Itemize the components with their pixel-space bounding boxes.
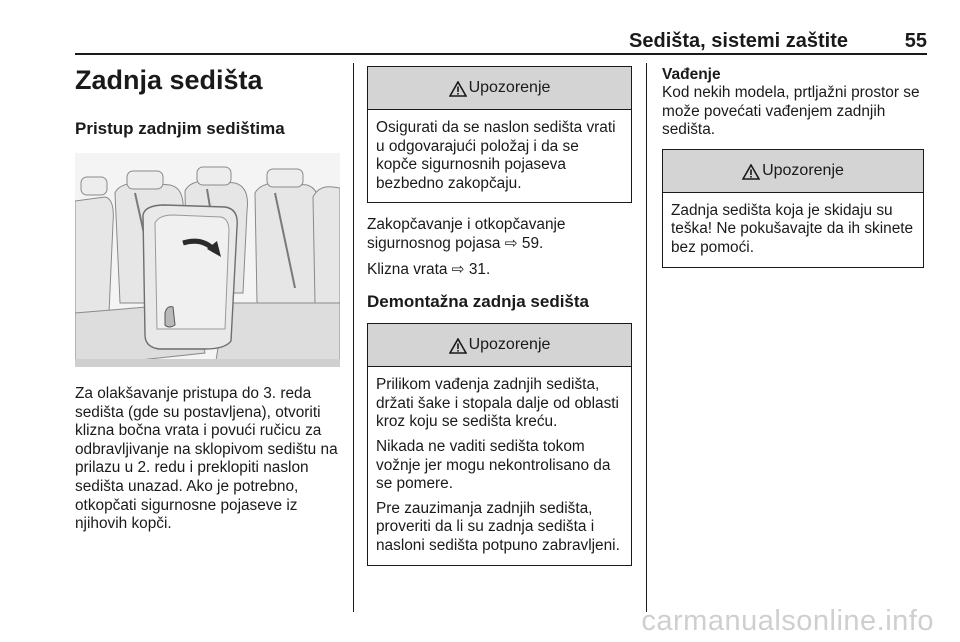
- warning-box-2: [367, 323, 632, 565]
- warning-triangle-icon: [449, 81, 467, 97]
- warning-text-2a: Prilikom vađenja zadnjih sedišta, držati šake i stopala dalje od oblasti kroz koju se sedišta kreću.: [376, 376, 619, 431]
- warning-title-2: Upozorenje: [468, 336, 551, 354]
- seatbelt-reference: Zakopčavanje i otkopčavanje sigurnosnog pojasa ⇨ 59.: [367, 216, 566, 252]
- warning-text-2c: Pre zauzimanja zadnjih sedišta, proveriti da li su zadnja sedišta i nasloni sedišta potpuno zabravljeni.: [376, 499, 620, 554]
- right-column: [662, 63, 928, 268]
- removable-seats-heading: Demontažna zadnja sedišta: [367, 292, 590, 312]
- warning-body-2: [368, 367, 631, 564]
- watermark: carmanualsonline.info: [641, 605, 934, 637]
- warning-header-2: [368, 324, 631, 367]
- removal-paragraph: Kod nekih modela, prtljažni prostor se može povećati vađenjem zadnjih sedišta.: [662, 84, 920, 139]
- warning-text-3: Zadnja sedišta koja je skidaju su teška! Ne pokušavajte da ih skinete bez pomoći.: [671, 201, 914, 256]
- page-section-title: Sedišta, sistemi zaštite: [629, 30, 848, 52]
- warning-header-1: [368, 67, 631, 110]
- warning-triangle-icon: [742, 164, 760, 180]
- warning-header-3: [663, 150, 923, 193]
- seat-illustration-svg: [75, 153, 340, 367]
- section-subheading: Pristup zadnjim sedištima: [75, 119, 285, 138]
- sliding-door-reference: Klizna vrata ⇨ 31.: [367, 260, 491, 278]
- access-paragraph: Za olakšavanje pristupa do 3. reda sedišta (gde su postavljena), otvoriti klizna bočna vrata i povući ručicu za odbravljivanje na sklopivom sedištu na prilazu u 2. redu i preklopiti naslon sedišta unazad. Ako je potrebno, otkopčati sigurnosne pojaseve iz njihovih kopči.: [75, 385, 338, 533]
- column-divider-2: [646, 63, 647, 612]
- warning-title-3: Upozorenje: [762, 161, 844, 179]
- warning-box-3: [662, 149, 924, 268]
- warning-box-1: [367, 66, 632, 203]
- page-number: 55: [904, 30, 927, 52]
- warning-body-3: [663, 193, 923, 267]
- middle-column: [367, 63, 632, 566]
- header-divider: [75, 53, 927, 55]
- left-column: [75, 63, 343, 534]
- column-divider-1: [353, 63, 354, 612]
- warning-triangle-icon: [449, 338, 467, 354]
- removal-heading: Vađenje: [662, 66, 721, 83]
- warning-body-1: [368, 110, 631, 202]
- warning-title-1: Upozorenje: [468, 79, 551, 96]
- section-heading: Zadnja sedišta: [75, 65, 263, 95]
- rear-seat-illustration: [75, 153, 340, 367]
- warning-text-1: Osigurati da se naslon sedišta vrati u odgovarajući položaj i da se kopče sigurnosnih pojaseva bezbedno zakopčaju.: [376, 119, 616, 192]
- warning-text-2b: Nikada ne vaditi sedišta tokom vožnje jer mogu nekontrolisano da se pomere.: [376, 437, 611, 493]
